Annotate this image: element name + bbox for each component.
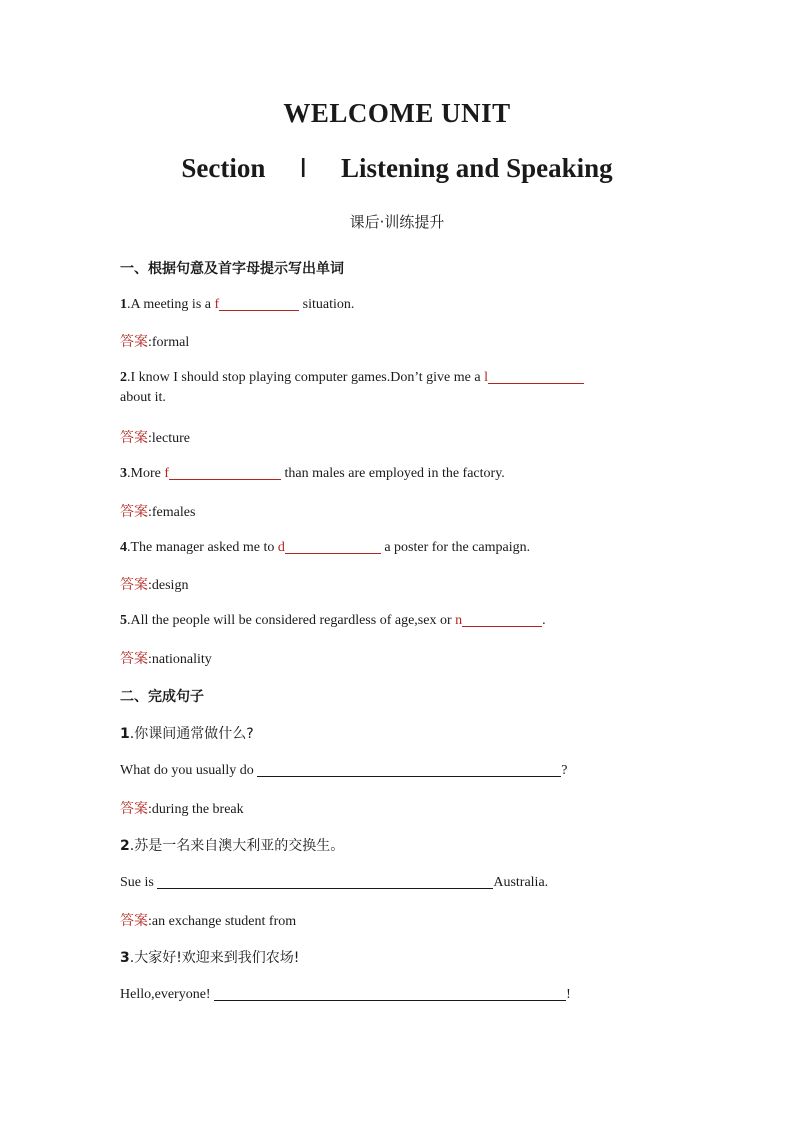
answer-blank[interactable] xyxy=(257,761,561,777)
hint-letter: f xyxy=(214,297,220,312)
part2-heading: 二、完成句子 xyxy=(120,689,204,705)
section-title xyxy=(0,153,794,184)
sentence-3-english xyxy=(120,985,571,1003)
answer-2: 答案:lecture xyxy=(120,430,190,446)
hint-letter: d xyxy=(277,540,285,555)
sentence-answer-1: 答案:during the break xyxy=(120,801,244,817)
sentence-text: ! xyxy=(566,987,571,1002)
doc-title: WELCOME UNIT xyxy=(283,98,511,128)
sentence-answer-2: 答案:an exchange student from xyxy=(120,913,297,929)
doc-subtitle: 课后·训练提升 xyxy=(349,213,445,231)
answer-text: during the break xyxy=(151,802,244,817)
question-2 xyxy=(120,368,584,386)
question-text: .A meeting is a xyxy=(127,297,215,312)
answer-label: 答案 xyxy=(120,577,148,593)
chinese-text: .苏是一名来自澳大利亚的交换生。 xyxy=(129,838,345,854)
sentence-text: ? xyxy=(561,763,568,778)
question-4 xyxy=(120,538,530,556)
answer-label: 答案 xyxy=(120,801,148,817)
answer-label: 答案 xyxy=(120,334,148,350)
chinese-text: .你课间通常做什么? xyxy=(129,726,254,742)
answer-text: nationality xyxy=(151,652,212,667)
question-number: 3 xyxy=(120,950,130,966)
question-text: . xyxy=(542,613,546,628)
answer-text: an exchange student from xyxy=(151,914,297,929)
answer-5: 答案:nationality xyxy=(120,651,212,667)
question-number: 1 xyxy=(120,726,130,742)
question-number: 5 xyxy=(120,613,127,628)
answer-text: design xyxy=(151,578,189,593)
sentence-1-chinese xyxy=(120,723,254,743)
answer-blank[interactable] xyxy=(169,464,281,480)
part1-heading: 一、根据句意及首字母提示写出单词 xyxy=(120,261,344,277)
question-text: situation. xyxy=(299,297,355,312)
section-number: Ⅰ xyxy=(299,154,308,184)
answer-blank[interactable] xyxy=(157,873,493,889)
sentence-1-english xyxy=(120,761,567,779)
sentence-3-chinese xyxy=(120,947,299,967)
hint-letter: f xyxy=(164,466,169,481)
question-text: .The manager asked me to xyxy=(127,540,278,555)
question-number: 3 xyxy=(120,466,127,481)
sentence-2-chinese xyxy=(120,835,344,855)
answer-1: 答案:formal xyxy=(120,334,190,350)
answer-label: 答案 xyxy=(120,913,148,929)
question-2-continued: about it. xyxy=(120,390,166,405)
answer-blank[interactable] xyxy=(219,295,299,311)
answer-text: formal xyxy=(151,335,190,350)
question-text: a poster for the campaign. xyxy=(380,540,531,555)
question-number: 2 xyxy=(120,370,127,385)
answer-blank[interactable] xyxy=(214,985,566,1001)
answer-blank[interactable] xyxy=(285,538,381,554)
question-text: .All the people will be considered regardless of age,sex or xyxy=(127,613,456,628)
answer-text: lecture xyxy=(151,431,190,446)
answer-3: 答案:females xyxy=(120,504,196,520)
hint-letter: l xyxy=(484,370,488,385)
sentence-text: Australia. xyxy=(493,875,549,890)
hint-letter: n xyxy=(455,613,463,628)
question-5 xyxy=(120,611,546,629)
question-text: .More xyxy=(127,466,165,481)
answer-label: 答案 xyxy=(120,430,148,446)
question-text: .I know I should stop playing computer games.Don’t give me a xyxy=(127,370,485,385)
chinese-text: .大家好!欢迎来到我们农场! xyxy=(129,950,300,966)
question-number: 2 xyxy=(120,838,130,854)
sentence-text: What do you usually do xyxy=(120,763,258,778)
sentence-text: Sue is xyxy=(120,875,158,890)
sentence-2-english xyxy=(120,873,548,891)
sentence-text: Hello,everyone! xyxy=(120,987,215,1002)
answer-4: 答案:design xyxy=(120,577,189,593)
answer-blank[interactable] xyxy=(462,611,542,627)
answer-label: 答案 xyxy=(120,504,148,520)
question-3 xyxy=(120,464,505,482)
question-text: than males are employed in the factory. xyxy=(281,466,505,481)
section-word: Section xyxy=(181,153,266,183)
answer-blank[interactable] xyxy=(488,368,584,384)
question-number: 1 xyxy=(120,297,127,312)
section-name: Listening and Speaking xyxy=(341,153,613,183)
answer-label: 答案 xyxy=(120,651,148,667)
answer-text: females xyxy=(151,505,196,520)
question-1 xyxy=(120,295,354,313)
question-number: 4 xyxy=(120,540,127,555)
